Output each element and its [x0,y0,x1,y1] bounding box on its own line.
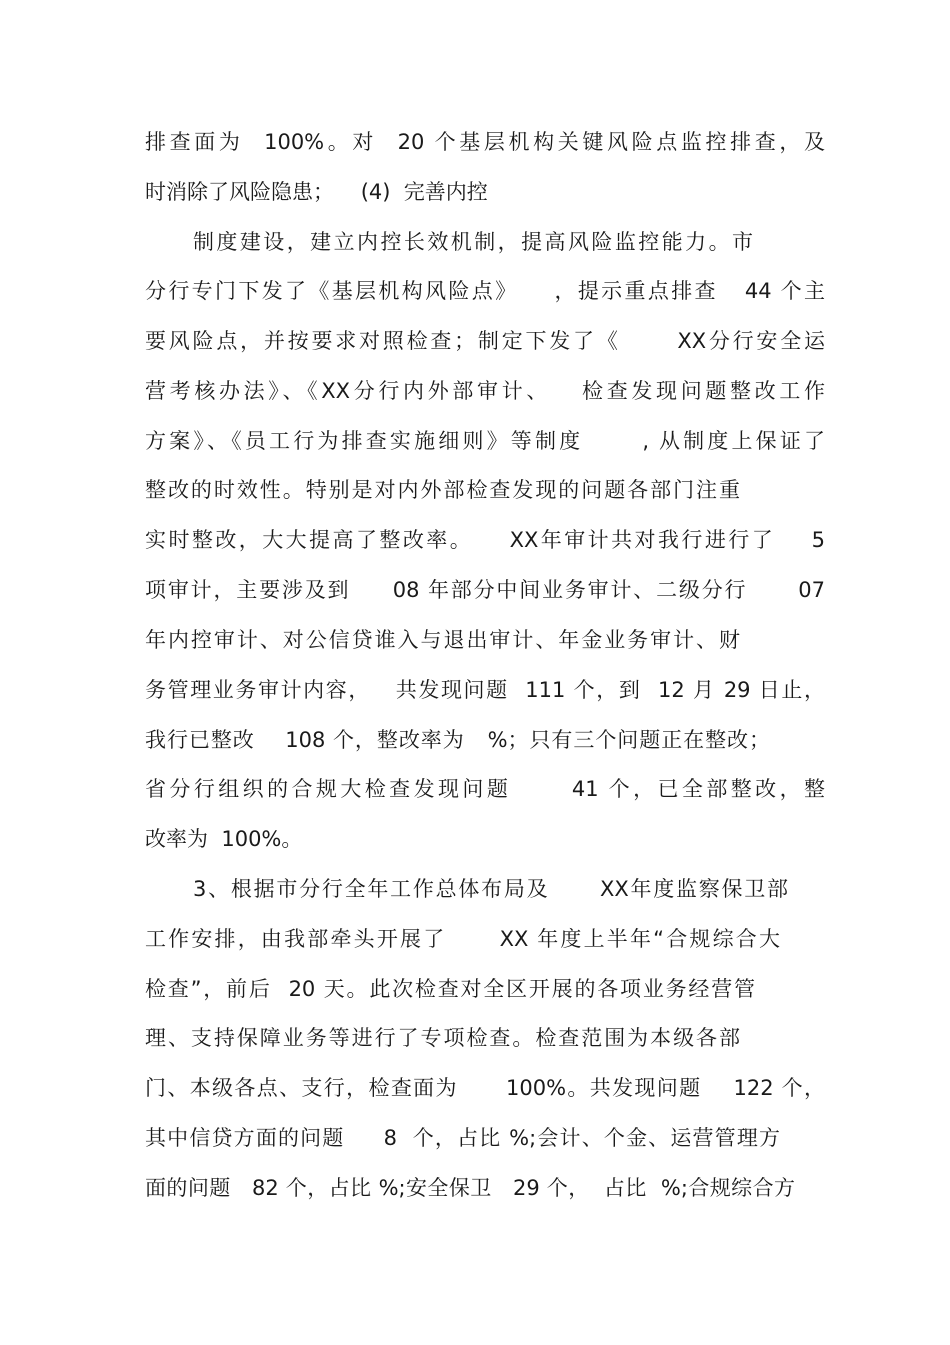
text-line: 要风险点，并按要求对照检查；制定下发了《 XX分行安全运 [145,329,825,353]
text-line: 门、本级各点、支行，检查面为 100%。共发现问题 122 个， [145,1076,825,1100]
text-line: 方案》、《员工行为排查实施细则》等制度 , 从制度上保证了 [145,429,825,453]
text-line: 检查”，前后 20 天。此次检查对全区开展的各项业务经营管 [145,977,755,1001]
text-line: 营考核办法》、《XX分行内外部审计、 检查发现问题整改工作 [145,379,825,403]
text-line: 面的问题 82 个，占比 %;安全保卫 29 个， 占比 %;合规综合方 [145,1176,795,1200]
text-line: 制度建设，建立内控长效机制，提高风险监控能力。市 [193,230,753,254]
text-line: 其中信贷方面的问题 8 个，占比 %;会计、个金、运营管理方 [145,1126,780,1150]
text-line: 时消除了风险隐患； (4) 完善内控 [145,180,488,204]
text-line: 分行专门下发了《基层机构风险点》 ，提示重点排查 44 个主 [145,279,825,303]
text-line: 实时整改，大大提高了整改率。 XX年审计共对我行进行了 5 [145,528,825,552]
text-line: 我行已整改 108 个，整改率为 %；只有三个问题正在整改； [145,728,770,752]
text-line: 整改的时效性。特别是对内外部检查发现的问题各部门注重 [145,478,740,502]
text-line: 工作安排，由我部牵头开展了 XX 年度上半年“合规综合大 [145,927,780,951]
text-line: 省分行组织的合规大检查发现问题 41 个，已全部整改，整 [145,777,825,801]
text-line: 年内控审计、对公信贷谁入与退出审计、年金业务审计、财 [145,628,740,652]
text-line: 排查面为 100%。对 20 个基层机构关键风险点监控排查，及 [145,130,825,154]
text-line: 3、根据市分行全年工作总体布局及 XX年度监察保卫部 [193,877,788,901]
text-line: 项审计，主要涉及到 08 年部分中间业务审计、二级分行 07 [145,578,825,602]
text-line: 理、支持保障业务等进行了专项检查。检查范围为本级各部 [145,1026,740,1050]
text-line: 务管理业务审计内容， 共发现问题 111 个，到 12 月 29 日止， [145,678,825,702]
text-line: 改率为 100%。 [145,827,303,851]
